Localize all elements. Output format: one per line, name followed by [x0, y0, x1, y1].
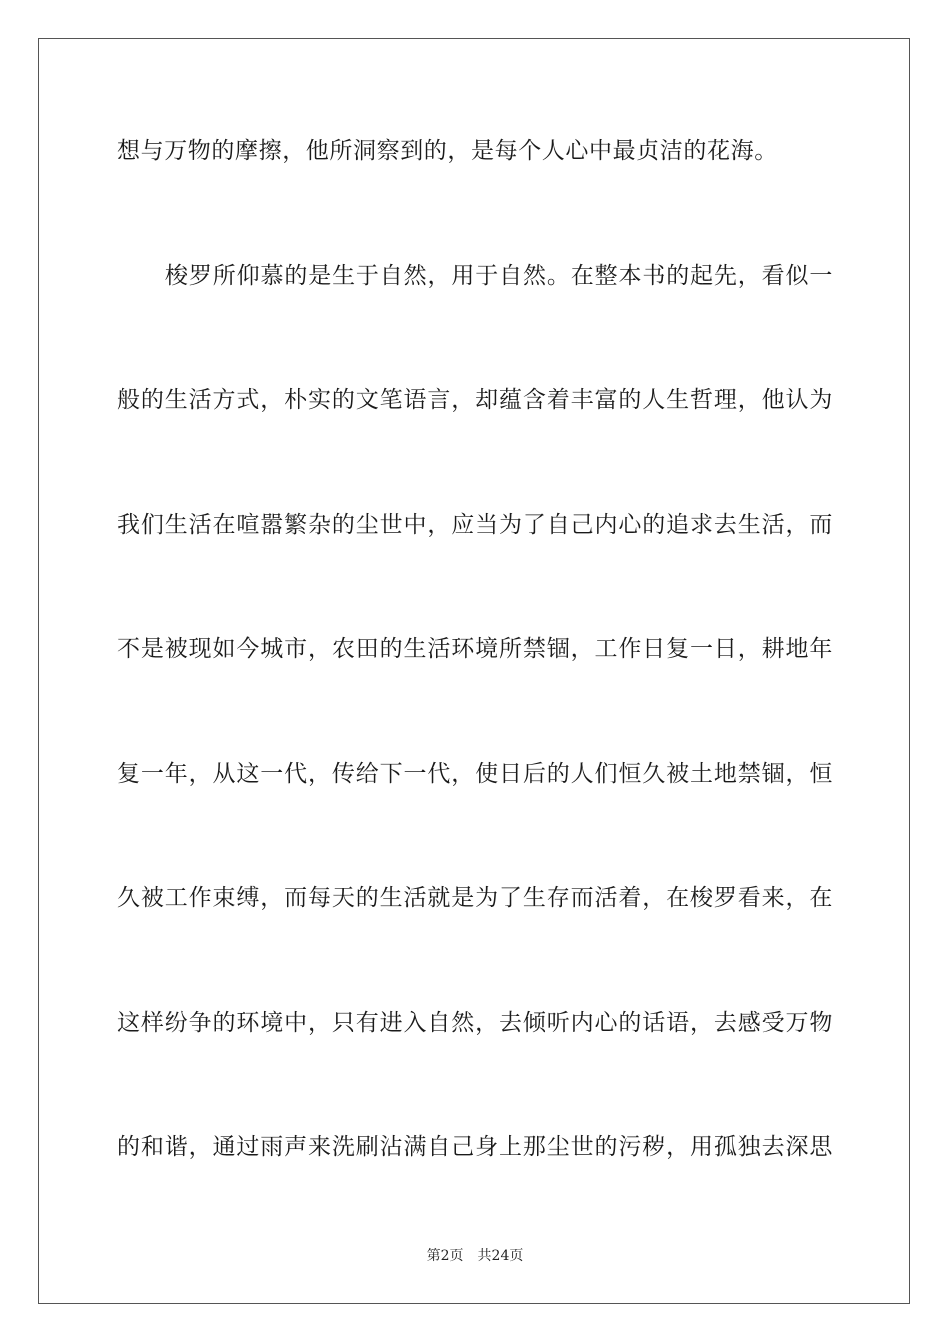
text-line-3: 般的生活方式，朴实的文笔语言，却蕴含着丰富的人生哲理，他认为 [117, 387, 833, 413]
page-border [38, 38, 910, 1304]
text-line-9: 的和谐，通过雨声来洗刷沾满自己身上那尘世的污秽，用孤独去深思 [117, 1134, 833, 1160]
page-total: 共24页 [477, 1248, 524, 1264]
text-line-1: 想与万物的摩擦，他所洞察到的，是每个人心中最贞洁的花海。 [117, 138, 778, 164]
text-line-6: 复一年，从这一代，传给下一代，使日后的人们恒久被土地禁锢，恒 [117, 761, 833, 787]
text-line-2: 梭罗所仰慕的是生于自然，用于自然。在整本书的起先，看似一 [165, 263, 833, 289]
page-footer [0, 1246, 950, 1266]
text-line-8: 这样纷争的环境中，只有进入自然，去倾听内心的话语，去感受万物 [117, 1010, 833, 1036]
text-line-7: 久被工作束缚，而每天的生活就是为了生存而活着，在梭罗看来，在 [117, 885, 833, 911]
text-line-4: 我们生活在喧嚣繁杂的尘世中，应当为了自己内心的追求去生活，而 [117, 512, 833, 538]
text-line-5: 不是被现如今城市，农田的生活环境所禁锢，工作日复一日，耕地年 [117, 636, 833, 662]
page-number: 第2页 [426, 1248, 464, 1264]
